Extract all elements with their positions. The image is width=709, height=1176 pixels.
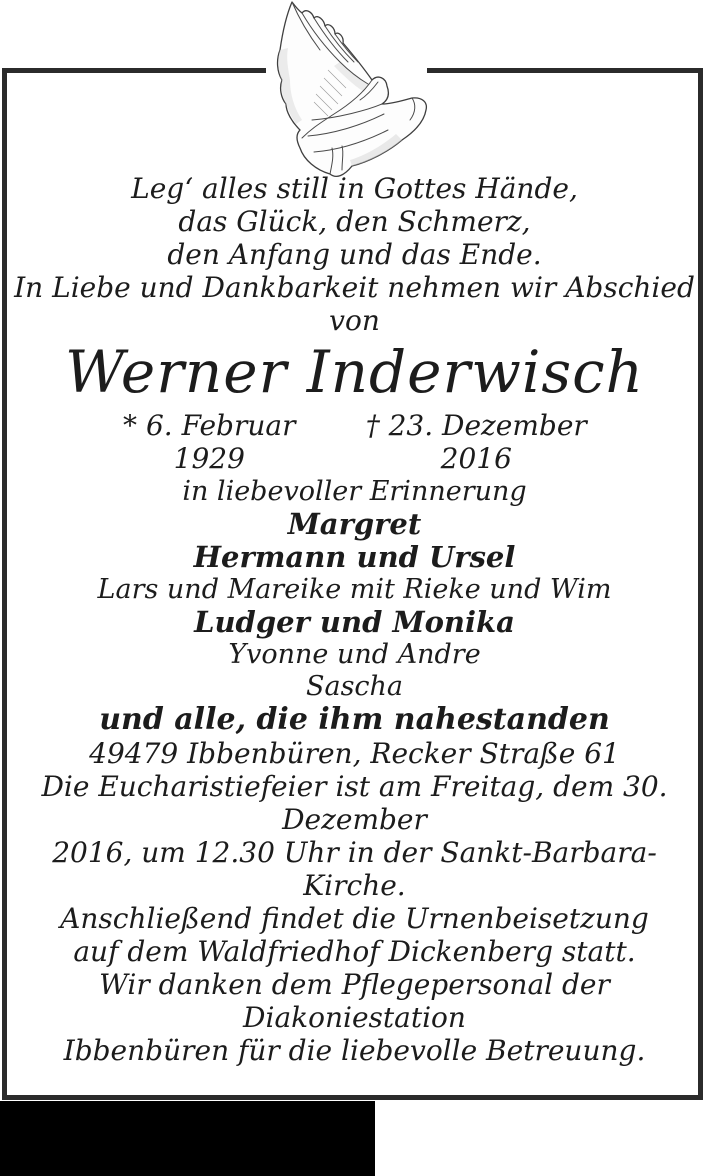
- birth-date: * 6. Februar 1929: [123, 409, 296, 475]
- service-info-line: Die Eucharistiefeier ist am Freitag, dem 30. Dezember: [41, 770, 668, 836]
- service-info: [12, 770, 697, 902]
- service-info-line: 2016, um 12.30 Uhr in der Sankt-Barbara-Kirche.: [52, 836, 657, 902]
- mourner-name: Hermann und Ursel: [193, 540, 516, 574]
- mourner-name: Lars und Mareike mit Rieke und Wim: [97, 574, 612, 605]
- mourner-name: Yvonne und Andre: [228, 639, 481, 670]
- mourner-name: Margret: [287, 507, 422, 541]
- life-dates: [88, 409, 622, 475]
- mourner-name: Ludger und Monika: [194, 605, 515, 639]
- thanks-note-line: Ibbenbüren für die liebevolle Betreuung.: [63, 1034, 646, 1067]
- deceased-name: Werner Inderwisch: [64, 338, 645, 406]
- closing-mourners-line: und alle, die ihm nahestanden: [99, 702, 610, 737]
- praying-hands-icon: [268, 0, 438, 180]
- burial-info-line: auf dem Waldfriedhof Dickenberg statt.: [73, 935, 636, 968]
- notice-content: [12, 172, 697, 1067]
- redaction-block: [0, 1101, 375, 1176]
- epigraph-line: das Glück, den Schmerz,: [178, 205, 531, 238]
- farewell-intro: In Liebe und Dankbarkeit nehmen wir Abschied von: [14, 271, 695, 337]
- thanks-note-line: Wir danken dem Pflegepersonal der Diakoniestation: [99, 968, 610, 1034]
- address-line: 49479 Ibbenbüren, Recker Straße 61: [89, 737, 620, 770]
- epigraph-line: Leg‘ alles still in Gottes Hände,: [131, 172, 578, 205]
- burial-info: [12, 902, 697, 968]
- epigraph-line: den Anfang und das Ende.: [167, 238, 542, 271]
- epigraph: [12, 172, 697, 271]
- burial-info-line: Anschließend findet die Urnenbeisetzung: [60, 902, 649, 935]
- mourner-name: Sascha: [305, 671, 404, 702]
- death-date: † 23. Dezember 2016: [365, 409, 587, 475]
- thanks-note: [12, 968, 697, 1067]
- remembrance-line: in liebevoller Erinnerung: [182, 476, 527, 507]
